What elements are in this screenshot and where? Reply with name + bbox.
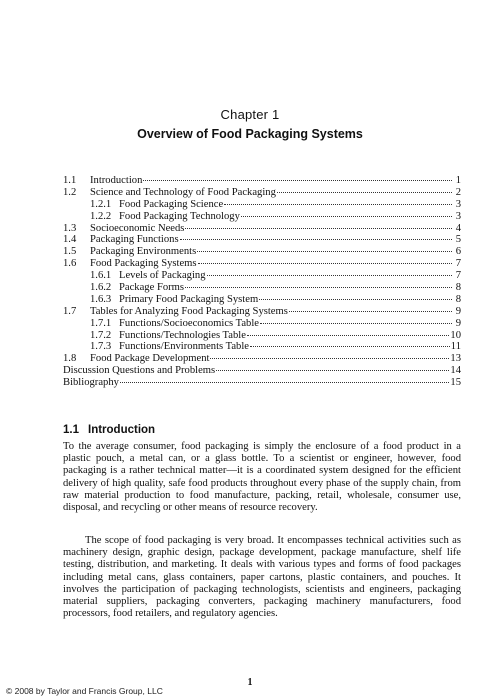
toc-leader bbox=[250, 335, 450, 347]
toc-title: Tables for Analyzing Food Packaging Systems bbox=[90, 305, 288, 317]
toc-leader bbox=[210, 347, 449, 359]
toc-number: 1.2.1 bbox=[90, 198, 112, 210]
toc-leader bbox=[198, 252, 452, 264]
toc-page-number: 11 bbox=[450, 341, 461, 353]
toc-leader bbox=[216, 359, 449, 371]
toc-leader bbox=[277, 181, 452, 193]
toc-title: Functions/Technologies Table bbox=[119, 329, 246, 341]
toc-title: Discussion Questions and Problems bbox=[63, 365, 216, 377]
toc-title: Introduction bbox=[90, 175, 143, 186]
toc-title: Food Packaging Systems bbox=[90, 258, 197, 270]
toc-leader bbox=[247, 324, 450, 336]
toc-entry bbox=[63, 373, 461, 389]
toc-page-number: 5 bbox=[455, 234, 461, 246]
toc-number: 1.6 bbox=[63, 258, 77, 270]
section-title: Introduction bbox=[88, 424, 156, 436]
toc-leader bbox=[260, 312, 452, 324]
toc-page-number: 15 bbox=[450, 377, 461, 389]
toc-title: Socioeconomic Needs bbox=[90, 222, 185, 234]
toc-title: Food Package Development bbox=[90, 353, 210, 365]
toc-page-number: 3 bbox=[455, 210, 461, 222]
toc-page-number: 3 bbox=[455, 198, 461, 210]
toc-page-number: 8 bbox=[455, 293, 461, 305]
toc-title: Packaging Environments bbox=[90, 246, 197, 258]
toc-number: 1.8 bbox=[63, 353, 77, 365]
chapter-title: Overview of Food Packaging Systems bbox=[137, 127, 363, 141]
toc-page-number: 13 bbox=[450, 353, 461, 365]
toc-page-number: 14 bbox=[450, 365, 461, 377]
toc-title: Food Packaging Science bbox=[119, 198, 224, 210]
toc-leader bbox=[120, 371, 449, 383]
toc-leader bbox=[224, 193, 452, 205]
toc-number: 1.3 bbox=[63, 222, 77, 234]
toc-title: Package Forms bbox=[119, 282, 185, 294]
toc-leader bbox=[143, 169, 452, 181]
toc-page-number: 4 bbox=[455, 222, 461, 234]
page-number: 1 bbox=[247, 677, 253, 688]
toc-page-number: 6 bbox=[455, 246, 461, 258]
toc-leader bbox=[185, 217, 452, 229]
toc-number: 1.4 bbox=[63, 234, 77, 246]
toc-number: 1.1 bbox=[63, 175, 77, 186]
toc-leader bbox=[207, 264, 453, 276]
toc-page-number: 10 bbox=[450, 329, 461, 341]
toc-leader bbox=[289, 300, 452, 312]
toc-page-number: 1 bbox=[455, 175, 461, 186]
toc-title: Bibliography bbox=[63, 377, 119, 389]
toc-number: 1.5 bbox=[63, 246, 77, 258]
toc-number: 1.2 bbox=[63, 186, 77, 198]
toc-number: 1.7.3 bbox=[90, 341, 112, 353]
toc-title: Functions/Socioeconomics Table bbox=[119, 317, 259, 329]
toc-title: Food Packaging Technology bbox=[119, 210, 240, 222]
toc-leader bbox=[241, 205, 452, 217]
body-paragraph: To the average consumer, food packaging is simply the enclosure of a food product in a plastic pouch, a metal can, or a glass bottle. To a scientist or engineer, however, food packaging is a rather technical matter—it is a coordinated system designed for the efficient delivery of high quality, safe food products throughout every phase of the supply chain, from raw material production to food manufacture, packing, retail, wholesale, consumer use, disposal, and recycling or other means of resource recovery. bbox=[63, 441, 461, 514]
toc-leader bbox=[180, 228, 452, 240]
toc-title: Science and Technology of Food Packaging bbox=[90, 186, 276, 198]
toc-page-number: 9 bbox=[455, 305, 461, 317]
chapter-label: Chapter 1 bbox=[220, 107, 280, 122]
toc-page-number: 2 bbox=[455, 186, 461, 198]
toc-page-number: 8 bbox=[455, 282, 461, 294]
toc-page-number: 7 bbox=[455, 258, 461, 270]
table-of-contents bbox=[63, 171, 461, 389]
section-number: 1.1 bbox=[63, 424, 79, 436]
section-heading bbox=[63, 424, 155, 436]
toc-leader bbox=[259, 288, 452, 300]
toc-title: Functions/Environments Table bbox=[119, 341, 250, 353]
toc-page-number: 7 bbox=[455, 270, 461, 282]
toc-number: 1.7 bbox=[63, 305, 77, 317]
copyright-notice: © 2008 by Taylor and Francis Group, LLC bbox=[6, 686, 163, 696]
toc-number: 1.6.3 bbox=[90, 293, 112, 305]
toc-title: Levels of Packaging bbox=[119, 270, 206, 282]
toc-leader bbox=[185, 276, 452, 288]
toc-leader bbox=[197, 240, 452, 252]
toc-number: 1.7.1 bbox=[90, 317, 112, 329]
toc-title: Primary Food Packaging System bbox=[119, 293, 259, 305]
toc-number: 1.7.2 bbox=[90, 329, 112, 341]
toc-number: 1.6.2 bbox=[90, 282, 112, 294]
toc-number: 1.2.2 bbox=[90, 210, 112, 222]
body-paragraph: The scope of food packaging is very broad. It encompasses technical activities such as machinery design, graphic design, package development, package manufacture, shelf life testing, distribution, and marketing. It deals with various types and forms of food packages including metal cans, glass containers, paper cartons, plastic containers, and pouches. It involves the participation of packaging technologists, scientists and engineers, packaging material suppliers, packaging converters, packaging machinery manufacturers, food processors, food retailers, and regulatory agencies. bbox=[63, 535, 461, 620]
toc-number: 1.6.1 bbox=[90, 270, 112, 282]
toc-title: Packaging Functions bbox=[90, 234, 179, 246]
toc-page-number: 9 bbox=[455, 317, 461, 329]
